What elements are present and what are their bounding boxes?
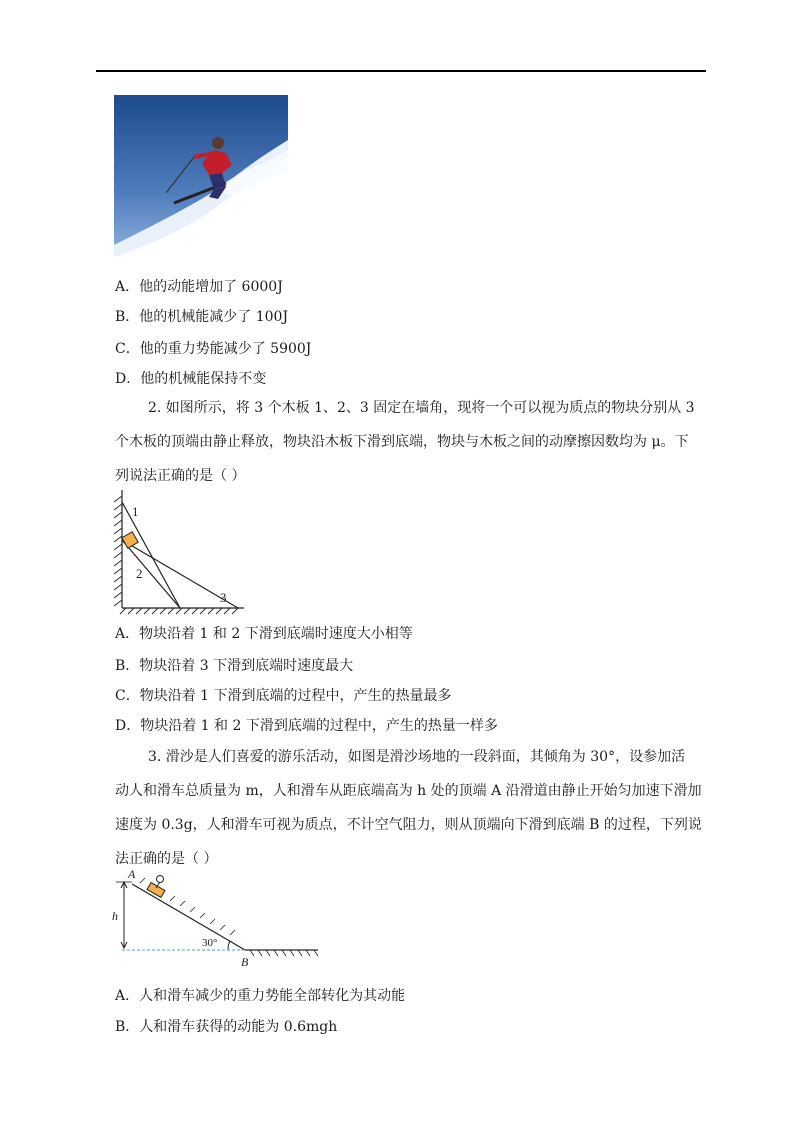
block-icon (122, 532, 138, 548)
q1-option-a: A．他的动能增加了 6000J (115, 279, 283, 295)
board-1-line (122, 502, 180, 608)
angle-label: 30° (202, 937, 218, 949)
point-a-label: A (128, 868, 136, 881)
board-2-line (122, 540, 180, 608)
board-label-3: 3 (220, 590, 227, 605)
q2-stem-line-1: 2. 如图所示，将 3 个木板 1、2、3 固定在墙角，现将一个可以视为质点的物块分别从 3 (148, 400, 695, 416)
slope-line (132, 884, 245, 950)
q3-stem-line-3: 速度为 0.3g，人和滑车可视为质点，不计空气阻力，则从顶端向下滑到底端 B 的过程，下列说 (115, 817, 702, 833)
q2-boards-diagram (112, 488, 252, 616)
q1-option-c: C．他的重力势能减少了 5900J (115, 341, 312, 357)
q2-stem (115, 391, 715, 493)
q2-option-c: C．物块沿着 1 下滑到底端的过程中，产生的热量最多 (115, 688, 452, 704)
q3-slope-diagram (110, 868, 322, 972)
q3-stem-line-2: 动人和滑车总质量为 m，人和滑车从距底端高为 h 处的顶端 A 沿滑道由静止开始匀加速下滑加 (115, 783, 702, 799)
q2-stem-line-3: 列说法正确的是（ ） (115, 468, 246, 484)
q1-option-d: D．他的机械能保持不变 (115, 371, 267, 387)
q2-option-d: D．物块沿着 1 和 2 下滑到底端的过程中，产生的热量一样多 (115, 718, 498, 734)
q1-option-b: B．他的机械能减少了 100J (115, 309, 289, 325)
height-label: h (112, 909, 118, 923)
q2-option-a: A．物块沿着 1 和 2 下滑到底端时速度大小相等 (115, 626, 413, 642)
board-label-1: 1 (132, 504, 139, 519)
point-b-label: B (241, 955, 249, 969)
header-rule (96, 70, 706, 72)
q2-stem-line-2: 个木板的顶端由静止释放，物块沿木板下滑到底端，物块与木板之间的动摩擦因数均为 μ。下 (115, 434, 689, 450)
q3-stem (115, 740, 715, 876)
skier-photo (114, 95, 288, 257)
q2-option-b: B．物块沿着 3 下滑到底端时速度最大 (115, 658, 354, 674)
q3-option-b: B．人和滑车获得的动能为 0.6mgh (115, 1019, 338, 1035)
q3-stem-line-4: 法正确的是（ ） (115, 851, 218, 867)
board-label-2: 2 (136, 566, 143, 581)
q3-option-a: A．人和滑车减少的重力势能全部转化为其动能 (115, 988, 406, 1004)
q3-stem-line-1: 3. 滑沙是人们喜爱的游乐活动，如图是滑沙场地的一段斜面，其倾角为 30°，设参加活 (148, 749, 686, 765)
